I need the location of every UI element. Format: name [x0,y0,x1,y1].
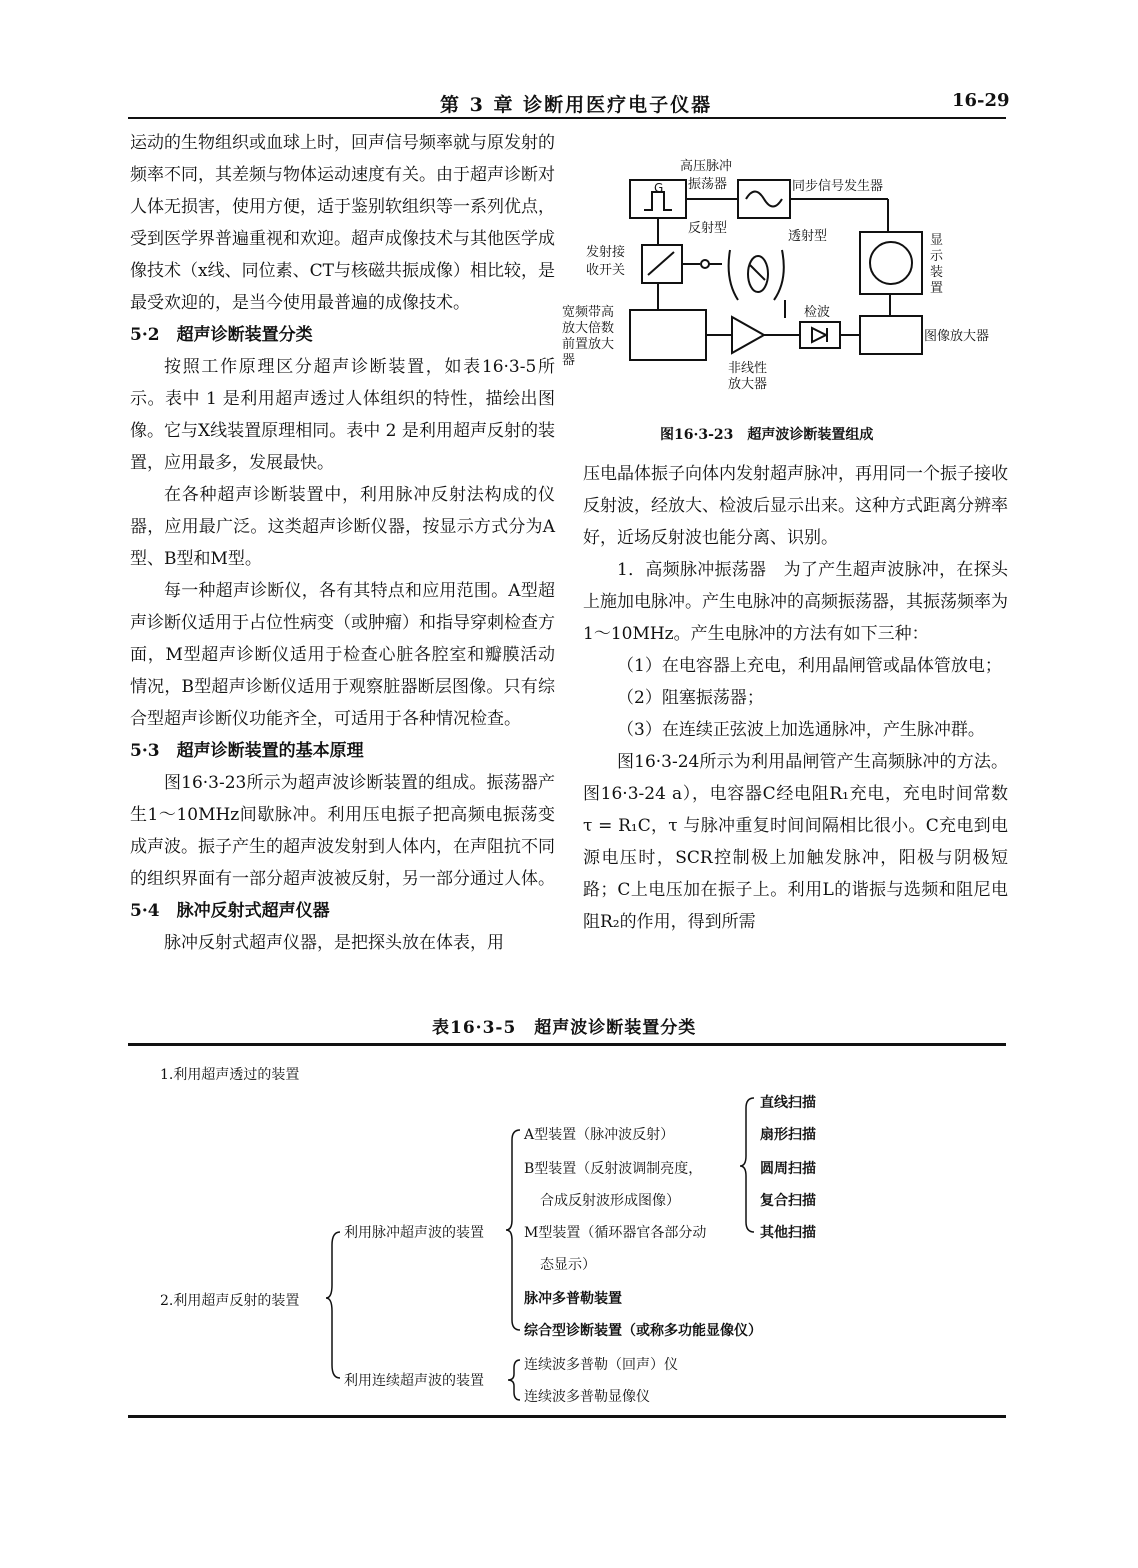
table-scan-item: 其他扫描 [760,1225,816,1241]
table-item: A型装置（脉冲波反射） [524,1127,675,1143]
table-pulse-group: 利用脉冲超声波的装置 [344,1225,484,1241]
chapter-title: 第 3 章 诊断用医疗电子仪器 [440,94,713,116]
table-item: B型装置（反射波调制亮度， [524,1161,703,1177]
fig-label: 振荡器 [688,177,728,192]
table-scan-item: 圆周扫描 [760,1161,816,1177]
table-bottom-rule [128,1415,1006,1418]
page-number: 16-29 [952,90,1010,111]
paragraph: 每一种超声诊断仪，各有其特点和应用范围。A型超声诊断仪适用于占位性病变（或肿瘤）和指导穿刺检查方面，M型超声诊断仪适用于检查心脏各腔室和瓣膜活动情况，B型超声诊断仪适用于观察脏器断层图像。只有综合型超声诊断仪功能齐全，可适用于各种情况检查。 [130,581,555,729]
list-item: （2）阻塞振荡器； [617,688,764,708]
paragraph: 图16·3-24所示为利用晶闸管产生高频脉冲的方法。图16·3-24 a），电容器C经电阻R₁充电，充电时间常数 τ = R₁C，τ 与脉冲重复时间间隔相比很小。C充电到电源电压时，SCR控制极上加触发脉冲，阳极与阴极短路；C上电压加在振子上。利用L的谐振与选频和阻尼电阻R₂的作用，得到所需 [583,752,1008,932]
paragraph: 图16·3-23所示为超声波诊断装置的组成。振荡器产生1～10MHz间歇脉冲。利用压电振子把高频电振荡变成声波。振子产生的超声波发射到人体内，在声阻抗不同的组织界面有一部分超声波被反射，另一部分通过人体。 [130,773,555,889]
table-title: 表16·3-5 超声波诊断装置分类 [432,1018,697,1038]
section-heading: 5·3 超声诊断装置的基本原理 [130,741,364,761]
fig-label: G [654,181,664,195]
list-item: （1）在电容器上充电，利用晶闸管或晶体管放电； [617,656,1002,676]
fig-label: 前置放大 [562,337,615,352]
fig-label: 放大器 [728,377,768,392]
fig-label: 装 [930,265,944,280]
table-item: 综合型诊断装置（或称多功能显像仪） [524,1323,762,1339]
table-item: 连续波多普勒显像仪 [524,1389,650,1405]
fig-label: 非线性 [728,361,768,376]
fig-label: 置 [930,281,944,296]
fig-label: 器 [562,353,576,368]
table-item: M型装置（循环器官各部分动 [524,1225,707,1241]
brace [326,1232,340,1378]
table-scan-item: 复合扫描 [760,1193,816,1209]
paragraph: 压电晶体振子向体内发射超声脉冲，再用同一个振子接收反射波，经放大、检波后显示出来。这种方式距离分辨率好，近场反射波也能分离、识别。 [583,464,1008,548]
fig-label: 反射型 [688,221,728,236]
fig-label: 发射接 [586,245,626,260]
table-item: 态显示） [540,1257,596,1273]
table-item: 连续波多普勒（回声）仪 [524,1357,678,1373]
table-row-transmit: 1.利用超声透过的装置 [160,1067,300,1083]
fig-label: 示 [930,249,944,264]
list-item: （3）在连续正弦波上加选通脉冲，产生脉冲群。 [617,720,985,740]
section-heading: 5·4 脉冲反射式超声仪器 [130,901,330,921]
paragraph: 1．高频脉冲振荡器 为了产生超声波脉冲，在探头上施加电脉冲。产生电脉冲的高频振荡器，其振荡频率为 1～10MHz。产生电脉冲的方法有如下三种： [583,560,1008,644]
table-scan-item: 直线扫描 [760,1095,816,1111]
section-heading: 5·2 超声诊断装置分类 [130,325,313,345]
fig-label: 同步信号发生器 [792,179,884,194]
fig-label: 高压脉冲 [680,159,733,174]
table-item: 脉冲多普勒装置 [524,1291,622,1307]
paragraph: 在各种超声诊断装置中，利用脉冲反射法构成的仪器，应用最广泛。这类超声诊断仪器，按显示方式分为A型、B型和M型。 [130,485,555,569]
fig-label: 显 [930,233,944,248]
fig-label: 检波 [804,305,831,320]
figure-caption: 图16·3-23 超声波诊断装置组成 [660,427,874,443]
table-scan-item: 扇形扫描 [760,1127,816,1143]
fig-label: 收开关 [586,263,626,278]
paragraph: 按照工作原理区分超声诊断装置，如表16·3-5所示。表中 1 是利用超声透过人体组织的特性，描绘出图像。它与X线装置原理相同。表中 2 是利用超声反射的装置，应用最多，发展最快。 [130,357,555,473]
fig-label: 宽频带高 [562,305,615,320]
table-row-reflect: 2.利用超声反射的装置 [160,1293,300,1309]
paragraph: 脉冲反射式超声仪器，是把探头放在体表，用 [164,933,504,953]
fig-label: 透射型 [788,229,828,244]
fig-label: 图像放大器 [924,329,990,344]
fig-label: 放大倍数 [562,321,615,336]
table-item: 合成反射波形成图像） [540,1193,680,1209]
table-cw-group: 利用连续超声波的装置 [344,1373,484,1389]
brace [508,1360,520,1400]
brace [740,1098,754,1232]
paragraph: 运动的生物组织或血球上时，回声信号频率就与原发射的频率不同，其差频与物体运动速度有关。由于超声诊断对人体无损害，使用方便，适于鉴别软组织等一系列优点，受到医学界普遍重视和欢迎。超声成像技术与其他医学成像技术（x线、同位素、CT与核磁共振成像）相比较，是最受欢迎的，是当今使用最普遍的成像技术。 [130,133,555,313]
brace [506,1130,520,1330]
